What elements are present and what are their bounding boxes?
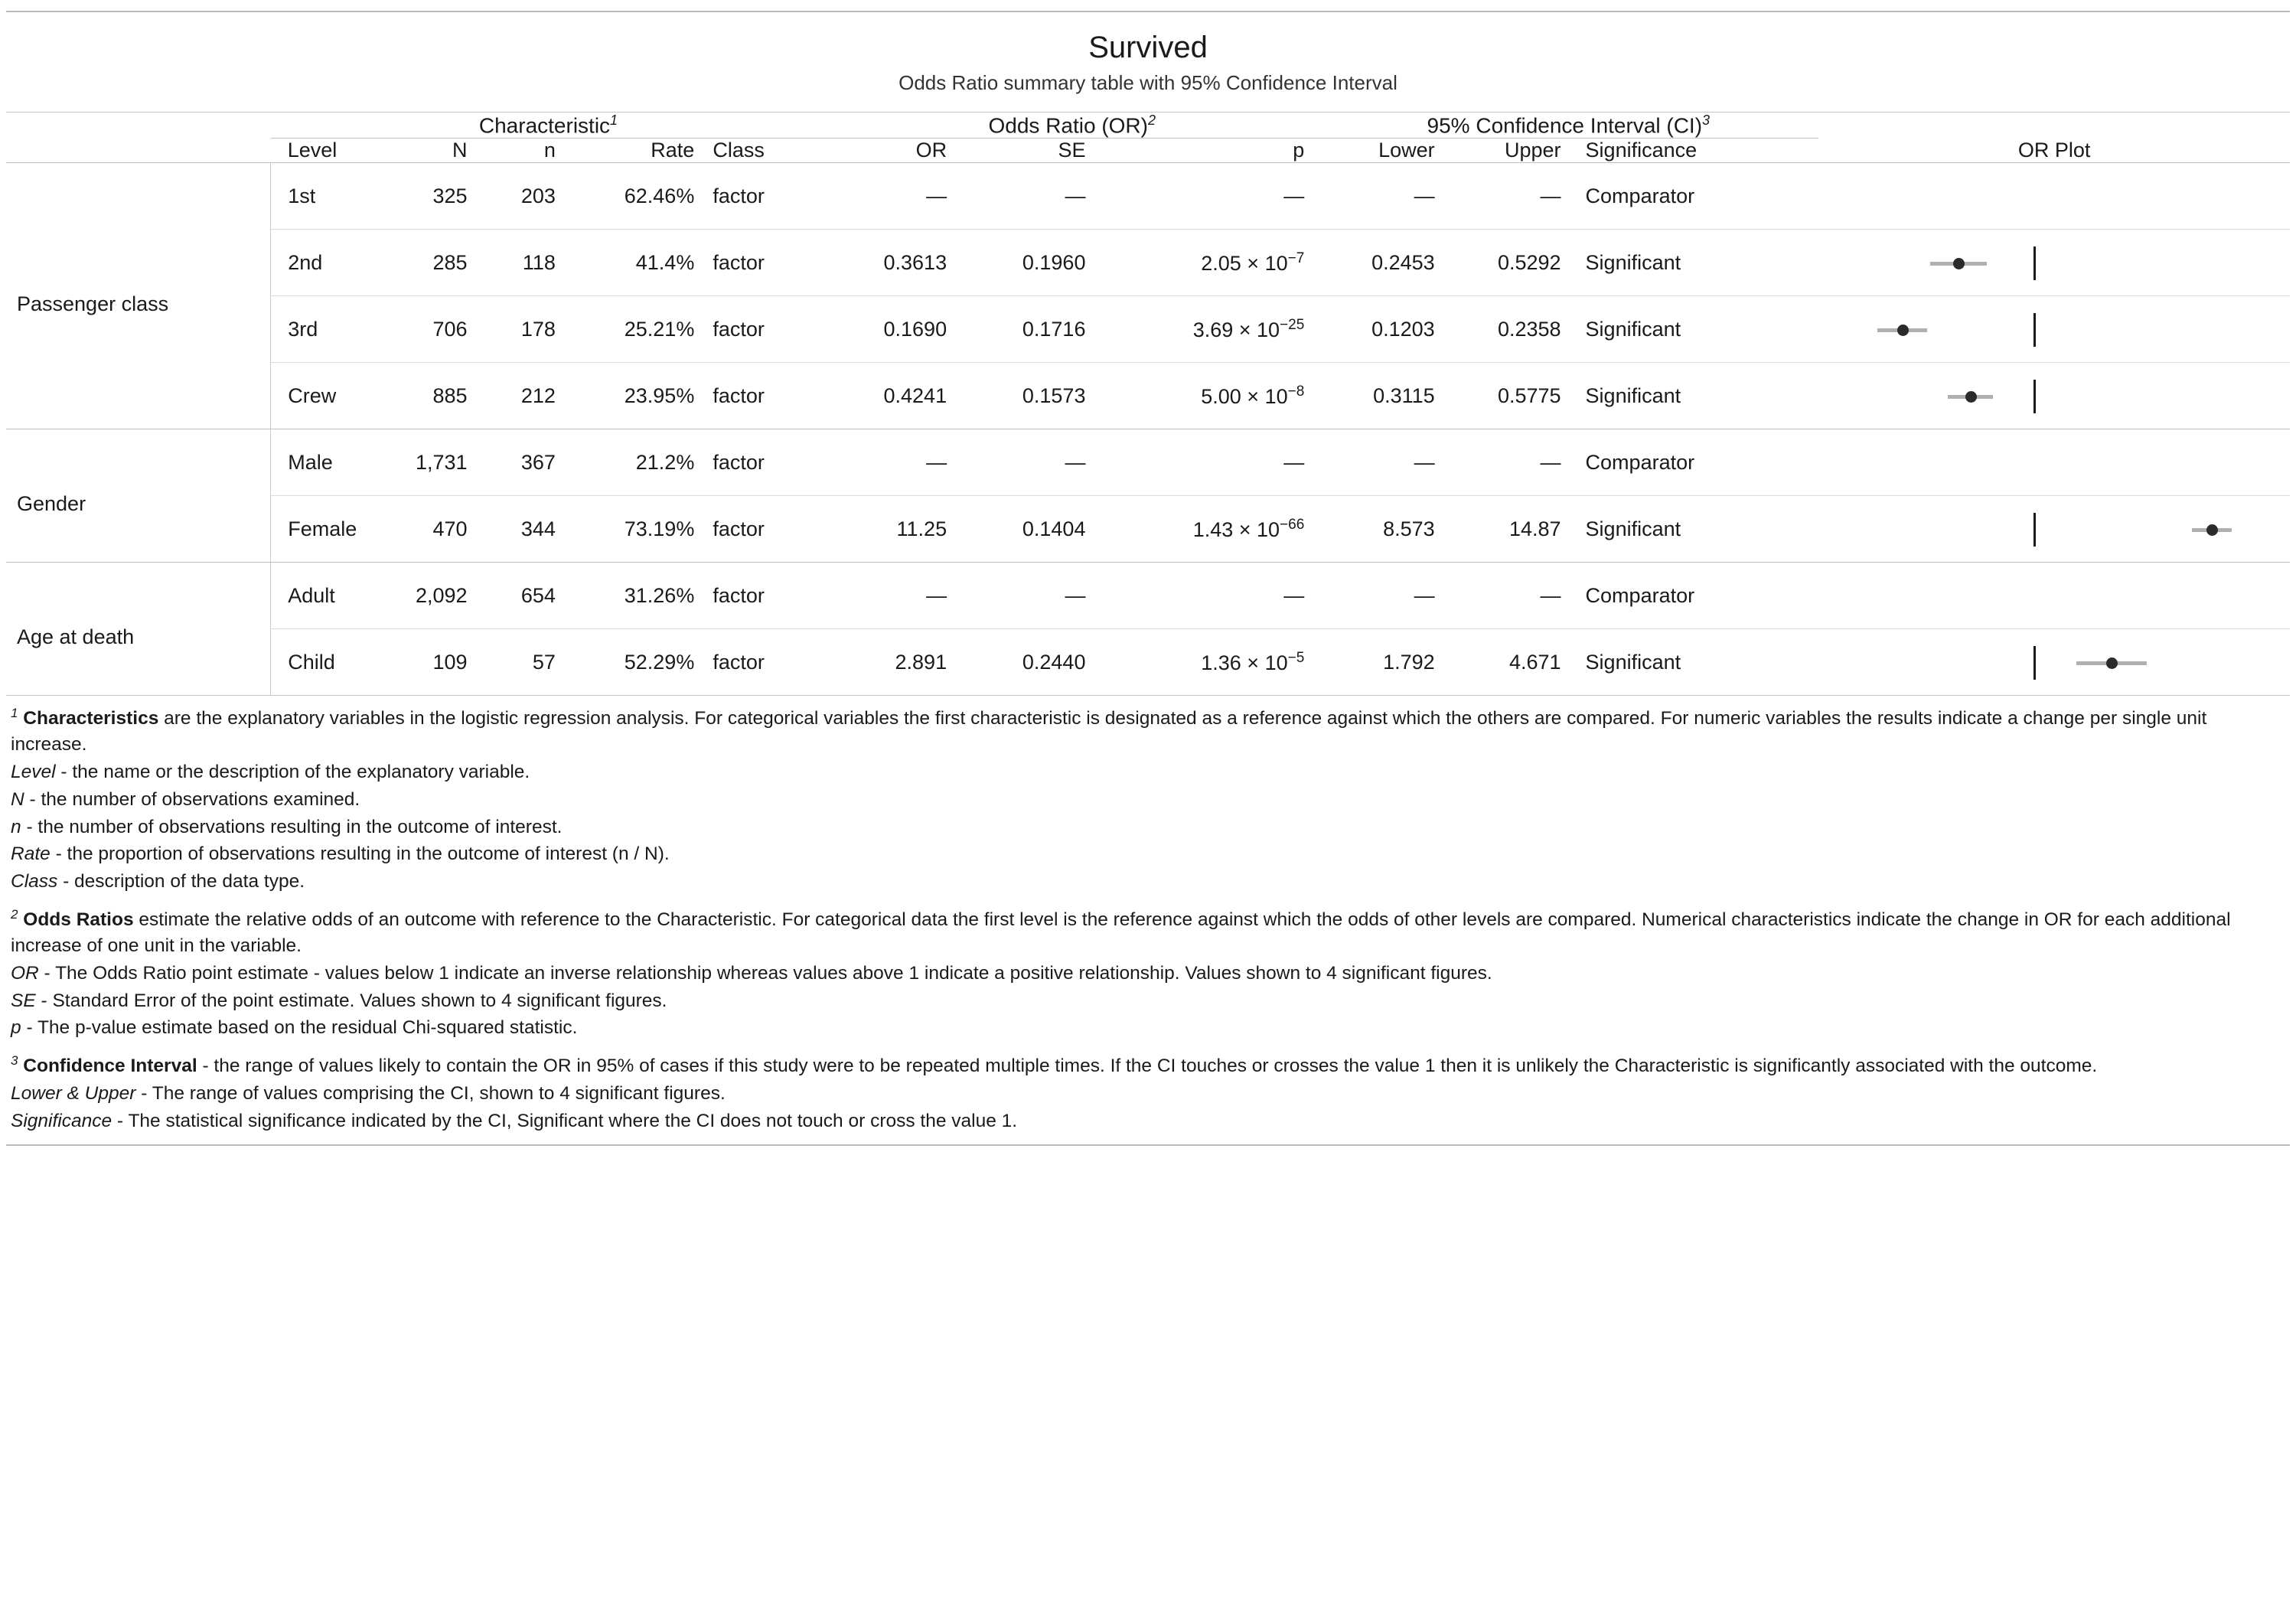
table-row bbox=[6, 629, 2290, 696]
footnote-2-line-text: - The p-value estimate based on the residual Chi-squared statistic. bbox=[21, 1017, 578, 1039]
cell-rate: 31.26% bbox=[569, 563, 708, 629]
or-plot bbox=[1848, 296, 2261, 362]
cell-n: 57 bbox=[481, 629, 569, 696]
cell-upper: — bbox=[1449, 563, 1575, 629]
footnote-1-line-term: n bbox=[11, 816, 21, 837]
or-plot bbox=[1848, 563, 2261, 628]
cell-lower: 0.2453 bbox=[1318, 230, 1448, 296]
column-header-N: N bbox=[380, 139, 481, 163]
cell-se: 0.1960 bbox=[960, 230, 1099, 296]
column-header-lower: Lower bbox=[1318, 139, 1448, 163]
cell-N: 325 bbox=[432, 184, 468, 207]
cell-level: Female bbox=[271, 496, 380, 563]
or-plot-point-estimate bbox=[1965, 391, 1977, 403]
cell-n: 203 bbox=[520, 184, 556, 207]
footnote-3-line-text: - The statistical significance indicated by the CI, Significant where the CI does not touch or cross the value 1. bbox=[112, 1110, 1018, 1131]
cell-class: factor bbox=[713, 184, 765, 207]
cell-or: 2.891 bbox=[826, 629, 960, 696]
footnote-2-lead bbox=[11, 905, 2285, 960]
cell-or: — bbox=[826, 563, 960, 629]
or-plot-reference-line bbox=[2033, 246, 2036, 280]
or-plot-reference-line bbox=[2033, 313, 2036, 347]
cell-level: Adult bbox=[271, 563, 380, 629]
footnote-2-line bbox=[11, 960, 2285, 987]
cell-p: $3.69 \times 10^{-25}$ bbox=[1099, 296, 1318, 363]
characteristic-name: Age at death bbox=[6, 563, 271, 696]
cell-level: 1st bbox=[271, 163, 380, 230]
cell-class: factor bbox=[708, 496, 826, 563]
footnote-2-line-text: - Standard Error of the point estimate. Values shown to 4 significant figures. bbox=[35, 990, 667, 1011]
cell-significance: Comparator bbox=[1585, 184, 1695, 207]
cell-class: factor bbox=[708, 563, 826, 629]
group-header-plot-spacer bbox=[1818, 113, 2290, 139]
cell-N: 109 bbox=[380, 629, 481, 696]
cell-level: Male bbox=[271, 429, 380, 496]
footnote-2-line bbox=[11, 987, 2285, 1015]
table-row bbox=[6, 230, 2290, 296]
footnote-2-marker: 2 bbox=[11, 907, 18, 922]
cell-upper: 0.2358 bbox=[1449, 296, 1575, 363]
cell-lower: 8.573 bbox=[1318, 496, 1448, 563]
page-title: Survived bbox=[1088, 31, 1208, 64]
footnote-2-line-term: OR bbox=[11, 962, 39, 984]
table-row bbox=[6, 296, 2290, 363]
cell-p: — bbox=[1099, 429, 1318, 496]
footnote-3-line-text: - The range of values comprising the CI, shown to 4 significant figures. bbox=[135, 1083, 726, 1105]
column-header-or: OR bbox=[826, 139, 960, 163]
page-subtitle: Odds Ratio summary table with 95% Confidence Interval bbox=[899, 71, 1397, 94]
footnote-1-line-term: Level bbox=[11, 762, 56, 783]
footnote-1-line bbox=[11, 840, 2285, 868]
footnote-3-marker: 3 bbox=[11, 1053, 18, 1069]
cell-significance: Significant bbox=[1575, 230, 1819, 296]
footnote-1-text: are the explanatory variables in the logistic regression analysis. For categorical variables the first characteristic is designated as a reference against which the others are compared. For numeric variables the results indicate a change per single unit increase. bbox=[11, 708, 2207, 755]
cell-n: 654 bbox=[481, 563, 569, 629]
footnotes bbox=[6, 696, 2290, 1134]
footnote-3-lead bbox=[11, 1051, 2285, 1080]
footnote-1-line bbox=[11, 786, 2285, 814]
cell-significance: Significant bbox=[1575, 363, 1819, 429]
or-plot-reference-line bbox=[2033, 513, 2036, 547]
or-summary-table-page bbox=[0, 11, 2296, 1146]
cell-or: — bbox=[826, 429, 960, 496]
group-header-confidence-interval: 95% Confidence Interval (CI)$^3$ bbox=[1318, 113, 1818, 139]
cell-class: factor bbox=[708, 296, 826, 363]
footnote-2-line-text: - The Odds Ratio point estimate - values below 1 indicate an inverse relationship whereas values above 1 indicate a positive relationship. Values shown to 4 significant figures. bbox=[38, 962, 1492, 984]
characteristic-name: Gender bbox=[6, 429, 271, 563]
or-plot-point-estimate bbox=[2106, 658, 2118, 669]
table-row bbox=[6, 363, 2290, 429]
cell-N: 470 bbox=[380, 496, 481, 563]
table-row bbox=[6, 429, 2290, 496]
footnote-3-line bbox=[11, 1108, 2285, 1135]
column-header-upper: Upper bbox=[1449, 139, 1575, 163]
footnote-1-bold: Characteristics bbox=[23, 708, 159, 729]
cell-N: 885 bbox=[380, 363, 481, 429]
cell-rate: 25.21% bbox=[569, 296, 708, 363]
cell-p: $2.05 \times 10^{-7}$ bbox=[1099, 230, 1318, 296]
cell-class: factor bbox=[708, 429, 826, 496]
cell-upper: 0.5775 bbox=[1449, 363, 1575, 429]
cell-rate: 21.2% bbox=[569, 429, 708, 496]
cell-significance: Significant bbox=[1575, 496, 1819, 563]
cell-or-plot bbox=[1818, 429, 2290, 496]
footnote-marker-2: 2 bbox=[1147, 113, 1156, 128]
cell-lower: 0.3115 bbox=[1318, 363, 1448, 429]
footnote-3-bold: Confidence Interval bbox=[23, 1056, 197, 1077]
group-header-spacer bbox=[6, 113, 271, 139]
cell-n: 178 bbox=[481, 296, 569, 363]
cell-or-plot bbox=[1818, 496, 2290, 563]
cell-rate: 73.19% bbox=[569, 496, 708, 563]
cell-or: 0.3613 bbox=[826, 230, 960, 296]
cell-upper: — bbox=[1540, 184, 1561, 207]
footnote-1-marker: 1 bbox=[11, 706, 18, 721]
footnote-2-bold: Odds Ratios bbox=[23, 909, 134, 931]
cell-level: Child bbox=[271, 629, 380, 696]
cell-class: factor bbox=[708, 363, 826, 429]
footnote-1-line bbox=[11, 759, 2285, 786]
cell-or-plot bbox=[1818, 296, 2290, 363]
column-header-row bbox=[6, 139, 2290, 163]
or-plot bbox=[1848, 163, 2261, 229]
table-head bbox=[6, 113, 2290, 163]
cell-rate: 62.46% bbox=[624, 184, 695, 207]
footnote-1-line-text: - description of the data type. bbox=[57, 871, 305, 893]
cell-significance: Comparator bbox=[1575, 563, 1819, 629]
footnote-1-line-text: - the name or the description of the explanatory variable. bbox=[55, 762, 530, 783]
cell-significance: Comparator bbox=[1575, 429, 1819, 496]
cell-n: 367 bbox=[481, 429, 569, 496]
or-plot bbox=[1848, 629, 2261, 695]
cell-or-plot bbox=[1818, 230, 2290, 296]
bottom-rule bbox=[6, 1144, 2290, 1146]
cell-se: 0.1404 bbox=[960, 496, 1099, 563]
cell-or: 0.4241 bbox=[826, 363, 960, 429]
footnote-marker-3: 3 bbox=[1702, 113, 1711, 128]
cell-upper: 0.5292 bbox=[1449, 230, 1575, 296]
cell-N: 706 bbox=[380, 296, 481, 363]
footnote-2-text: estimate the relative odds of an outcome with reference to the Characteristic. For categorical data the first level is the reference against which the odds of other levels are compared. Numerical characteristics indicate the change in OR for each additional increase of one unit in the variable. bbox=[11, 909, 2231, 957]
cell-rate: 52.29% bbox=[569, 629, 708, 696]
or-plot-point-estimate bbox=[1953, 258, 1965, 269]
table-row bbox=[6, 163, 2290, 230]
cell-rate: 41.4% bbox=[569, 230, 708, 296]
footnote-1-line-term: Rate bbox=[11, 844, 51, 865]
characteristic-name: Passenger class bbox=[17, 292, 169, 316]
cell-or: 11.25 bbox=[826, 496, 960, 563]
footnote-1-line bbox=[11, 868, 2285, 896]
cell-lower: — bbox=[1318, 429, 1448, 496]
column-header-class: Class bbox=[708, 139, 826, 163]
cell-class: factor bbox=[708, 629, 826, 696]
cell-or-plot bbox=[1818, 363, 2290, 429]
footnote-1-line-text: - the proportion of observations resulting in the outcome of interest (n / N). bbox=[50, 844, 670, 865]
or-plot-reference-line bbox=[2033, 380, 2036, 413]
column-header-level: Level bbox=[271, 139, 380, 163]
cell-N: 1,731 bbox=[380, 429, 481, 496]
cell-se: — bbox=[960, 429, 1099, 496]
cell-p: $5.00 \times 10^{-8}$ bbox=[1099, 363, 1318, 429]
column-header-n: n bbox=[481, 139, 569, 163]
cell-or-plot bbox=[1818, 629, 2290, 696]
or-plot-reference-line bbox=[2033, 646, 2036, 680]
footnote-3 bbox=[11, 1051, 2285, 1135]
column-header-significance: Significance bbox=[1575, 139, 1819, 163]
cell-class: factor bbox=[708, 230, 826, 296]
cell-p: $1.43 \times 10^{-66}$ bbox=[1099, 496, 1318, 563]
footnote-1-line bbox=[11, 814, 2285, 841]
cell-upper: — bbox=[1449, 429, 1575, 496]
or-plot-point-estimate bbox=[2206, 524, 2218, 536]
table-row bbox=[6, 496, 2290, 563]
footnote-2 bbox=[11, 905, 2285, 1042]
odds-ratio-table bbox=[6, 113, 2290, 695]
cell-se: 0.1573 bbox=[960, 363, 1099, 429]
column-header-characteristic-blank bbox=[6, 139, 271, 163]
or-plot bbox=[1848, 230, 2261, 295]
footnote-3-line bbox=[11, 1080, 2285, 1108]
footnote-1-lead bbox=[11, 703, 2285, 759]
footnote-2-line-term: p bbox=[11, 1017, 21, 1039]
table-body bbox=[6, 163, 2290, 696]
column-header-or-plot: OR Plot bbox=[1818, 139, 2290, 163]
footnote-1 bbox=[11, 703, 2285, 896]
cell-se: — bbox=[1065, 184, 1086, 207]
cell-p: — bbox=[1099, 563, 1318, 629]
footnote-marker-1: 1 bbox=[610, 113, 618, 128]
or-plot bbox=[1848, 429, 2261, 495]
cell-upper: 14.87 bbox=[1449, 496, 1575, 563]
group-header-characteristic: Characteristic$^1$ bbox=[271, 113, 827, 139]
footnote-2-line-term: SE bbox=[11, 990, 36, 1011]
cell-N: 2,092 bbox=[380, 563, 481, 629]
or-plot-point-estimate bbox=[1897, 325, 1909, 336]
cell-n: 344 bbox=[481, 496, 569, 563]
footnote-3-line-term: Significance bbox=[11, 1110, 113, 1131]
cell-significance: Significant bbox=[1575, 629, 1819, 696]
footnote-1-line-term: Class bbox=[11, 871, 58, 893]
footnote-3-text: - the range of values likely to contain the OR in 95% of cases if this study were to be repeated multiple times. If the CI touches or crosses the value 1 then it is unlikely the Characteristic is significantly associated with the outcome. bbox=[197, 1056, 2098, 1077]
table-row bbox=[6, 563, 2290, 629]
column-header-p: p bbox=[1099, 139, 1318, 163]
cell-n: 212 bbox=[481, 363, 569, 429]
cell-level: 3rd bbox=[271, 296, 380, 363]
cell-or: — bbox=[926, 184, 947, 207]
group-header-row bbox=[6, 113, 2290, 139]
cell-level: 2nd bbox=[271, 230, 380, 296]
or-plot bbox=[1848, 363, 2261, 429]
footnote-1-line-term: N bbox=[11, 788, 24, 810]
cell-se: 0.1716 bbox=[960, 296, 1099, 363]
group-header-odds-ratio: Odds Ratio (OR)$^2$ bbox=[826, 113, 1318, 139]
cell-or-plot bbox=[1818, 563, 2290, 629]
footnote-1-line-text: - the number of observations resulting in the outcome of interest. bbox=[21, 816, 563, 837]
cell-lower: — bbox=[1414, 184, 1435, 207]
cell-lower: 1.792 bbox=[1318, 629, 1448, 696]
cell-n: 118 bbox=[481, 230, 569, 296]
cell-se: 0.2440 bbox=[960, 629, 1099, 696]
cell-or-plot bbox=[1818, 163, 2290, 230]
cell-lower: — bbox=[1318, 563, 1448, 629]
cell-level: Crew bbox=[271, 363, 380, 429]
cell-rate: 23.95% bbox=[569, 363, 708, 429]
cell-upper: 4.671 bbox=[1449, 629, 1575, 696]
cell-p: — bbox=[1283, 184, 1305, 207]
or-plot bbox=[1848, 496, 2261, 562]
cell-or: 0.1690 bbox=[826, 296, 960, 363]
column-header-se: SE bbox=[960, 139, 1099, 163]
cell-N: 285 bbox=[380, 230, 481, 296]
cell-p: $1.36 \times 10^{-5}$ bbox=[1099, 629, 1318, 696]
cell-lower: 0.1203 bbox=[1318, 296, 1448, 363]
cell-se: — bbox=[960, 563, 1099, 629]
footnote-2-line bbox=[11, 1014, 2285, 1042]
column-header-rate: Rate bbox=[569, 139, 708, 163]
footnote-1-line-text: - the number of observations examined. bbox=[24, 788, 360, 810]
footnote-3-line-term: Lower & Upper bbox=[11, 1083, 136, 1105]
cell-significance: Significant bbox=[1575, 296, 1819, 363]
